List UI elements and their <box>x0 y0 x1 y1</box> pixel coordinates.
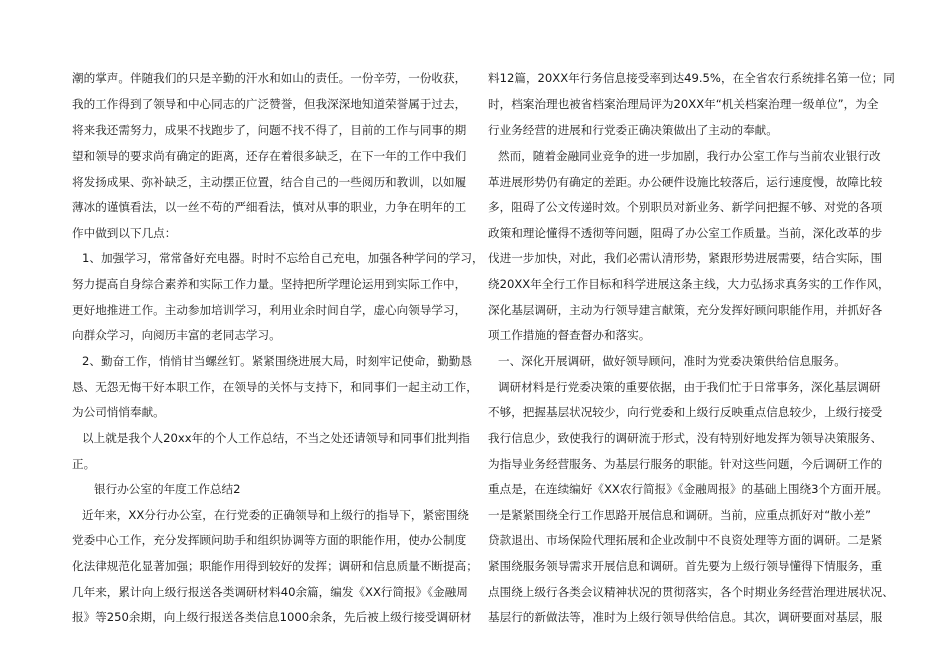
right-paragraph-line-8: 伐进一步加快，对此，我们必需认清形势，紧跟形势进展需要，结合实际，围 <box>488 251 883 265</box>
right-paragraph-line-4: 然而，随着金融同业竞争的进一步加剧，我行办公室工作与当前农业银行改 <box>498 149 881 163</box>
right-paragraph-line-11: 项工作措施的督查督办和落实。 <box>488 328 651 342</box>
right-paragraph-line-12: 一、深化开展调研，做好领导顾问，准时为党委决策供给信息服务。 <box>498 354 846 368</box>
right-paragraph-line-21: 点围绕上级行各类会议精神状况的贯彻落实，各个时期业务经营治理进展状况、 <box>488 585 894 599</box>
left-paragraph-line-14: 为公司悄悄奉献。 <box>72 405 165 419</box>
left-paragraph-line-12: 2、勤奋工作，悄悄甘当螺丝钉。紧紧围绕进展大局，时刻牢记使命，勤勤恳 <box>82 354 472 368</box>
right-paragraph-line-5: 革进展形势仍有确定的差距。办公硬件设施比较落后，运行速度慢，故障比较 <box>488 175 883 189</box>
left-paragraph-line-7: 作中做到以下几点： <box>72 226 177 240</box>
right-paragraph-line-22: 基层行的新做法等，准时为上级行领导供给信息。其次，调研要面对基层，服 <box>488 610 883 624</box>
right-paragraph-line-6: 多，阻碍了公文传递时效。个别职员对新业务、新学问把握不够、对党的各项 <box>488 200 883 214</box>
right-paragraph-line-15: 我行信息少，致使我行的调研流于形式，没有特别好地发挥为领导决策服务、 <box>488 431 883 445</box>
left-paragraph-line-6: 薄冰的谨慎看法，以一丝不苟的严细看法，慎对从事的职业，力争在明年的工 <box>72 200 467 214</box>
left-paragraph-line-1: 潮的掌声。伴随我们的只是辛勤的汗水和如山的责任。一份辛劳，一份收获， <box>72 71 467 85</box>
left-paragraph-line-19: 党委中心工作，充分发挥顾问助手和组织协调等方面的职能作用，使办公制度 <box>72 533 467 547</box>
right-paragraph-line-9: 绕20XX年全行工作目标和科学进展这条主线，大力弘扬求真务实的工作作风， <box>488 277 890 291</box>
left-paragraph-line-2: 我的工作得到了领导和中心同志的广泛赞誉，但我深深地知道荣誉属于过去， <box>72 97 467 111</box>
left-paragraph-line-22: 报》等250余期，向上级行报送各类信息1000余条，先后被上级行接受调研材 <box>72 610 472 624</box>
right-paragraph-line-18: 一是紧紧围绕全行工作思路开展信息和调研。当前，应重点抓好对“散小差” <box>488 508 872 522</box>
right-paragraph-line-7: 政策和理论懂得不透彻等问题，阻碍了办公室工作质量。当前，深化改革的步 <box>488 226 883 240</box>
right-paragraph-line-16: 为指导业务经营服务、为基层行服务的职能。针对这些问题，今后调研工作的 <box>488 457 883 471</box>
left-paragraph-line-18: 近年来，XX分行办公室，在行党委的正确领导和上级行的指导下，紧密围绕 <box>82 508 469 522</box>
left-paragraph-line-4: 望和领导的要求尚有确定的距离，还存在着很多缺乏，在下一年的工作中我们 <box>72 149 467 163</box>
left-paragraph-line-13: 恳、无怨无悔干好本职工作，在领导的关怀与支持下，和同事们一起主动工作， <box>72 380 478 394</box>
right-paragraph-line-1: 料12篇，20XX年行务信息接受率到达49.5%，在全省农行系统排名第一位；同 <box>488 71 895 85</box>
left-paragraph-line-15: 以上就是我个人20xx年的个人工作总结，不当之处还请领导和同事们批判指 <box>82 431 470 445</box>
left-paragraph-line-9: 努力提高自身综合素养和实际工作力量。坚持把所学理论运用到实际工作中， <box>72 277 467 291</box>
right-paragraph-line-19: 贷款退出、市场保险代理拓展和企业改制中不良资处理等方面的调研。二是紧 <box>488 533 883 547</box>
left-paragraph-line-17: 银行办公室的年度工作总结2 <box>94 482 241 496</box>
right-paragraph-line-3: 行业务经营的进展和行党委正确决策做出了主动的奉献。 <box>488 123 778 137</box>
right-paragraph-line-10: 深化基层调研，主动为行领导建言献策，充分发挥好顾问职能作用，并抓好各 <box>488 303 883 317</box>
right-paragraph-line-2: 时，档案治理也被省档案治理局评为20XX年“机关档案治理一级单位”，为全 <box>488 97 879 111</box>
left-paragraph-line-20: 化法律规范化显著加强；职能作用得到较好的发挥；调研和信息质量不断提高； <box>72 559 478 573</box>
left-paragraph-line-3: 将来我还需努力，成果不找跑步了，问题不找不得了，目前的工作与同事的期 <box>72 123 467 137</box>
right-paragraph-line-20: 紧围绕服务领导需求开展信息和调研。首先要为上级行领导懂得下情服务，重 <box>488 559 883 573</box>
left-paragraph-line-10: 更好地推进工作。主动参加培训学习，利用业余时间自学，虚心向领导学习， <box>72 303 467 317</box>
left-paragraph-line-8: 1、加强学习，常常备好充电器。时时不忘给自己充电，加强各种学问的学习， <box>82 251 484 265</box>
right-paragraph-line-17: 重点是，在连续编好《XX农行简报》《金融周报》的基础上围绕3个方面开展。 <box>488 482 889 496</box>
right-paragraph-line-13: 调研材料是行党委决策的重要依据，由于我们忙于日常事务，深化基层调研 <box>498 380 881 394</box>
left-paragraph-line-11: 向群众学习，向阅历丰富的老同志学习。 <box>72 328 281 342</box>
left-paragraph-line-21: 几年来，累计向上级行报送各类调研材料40余篇，编发《XX行简报》《金融周 <box>72 585 468 599</box>
left-paragraph-line-5: 将发扬成果、弥补缺乏，主动摆正位置，结合自己的一些阅历和教训，以如履 <box>72 175 467 189</box>
left-paragraph-line-16: 正。 <box>72 457 96 471</box>
right-paragraph-line-14: 不够，把握基层状况较少，向行党委和上级行反映重点信息较少，上级行接受 <box>488 405 883 419</box>
